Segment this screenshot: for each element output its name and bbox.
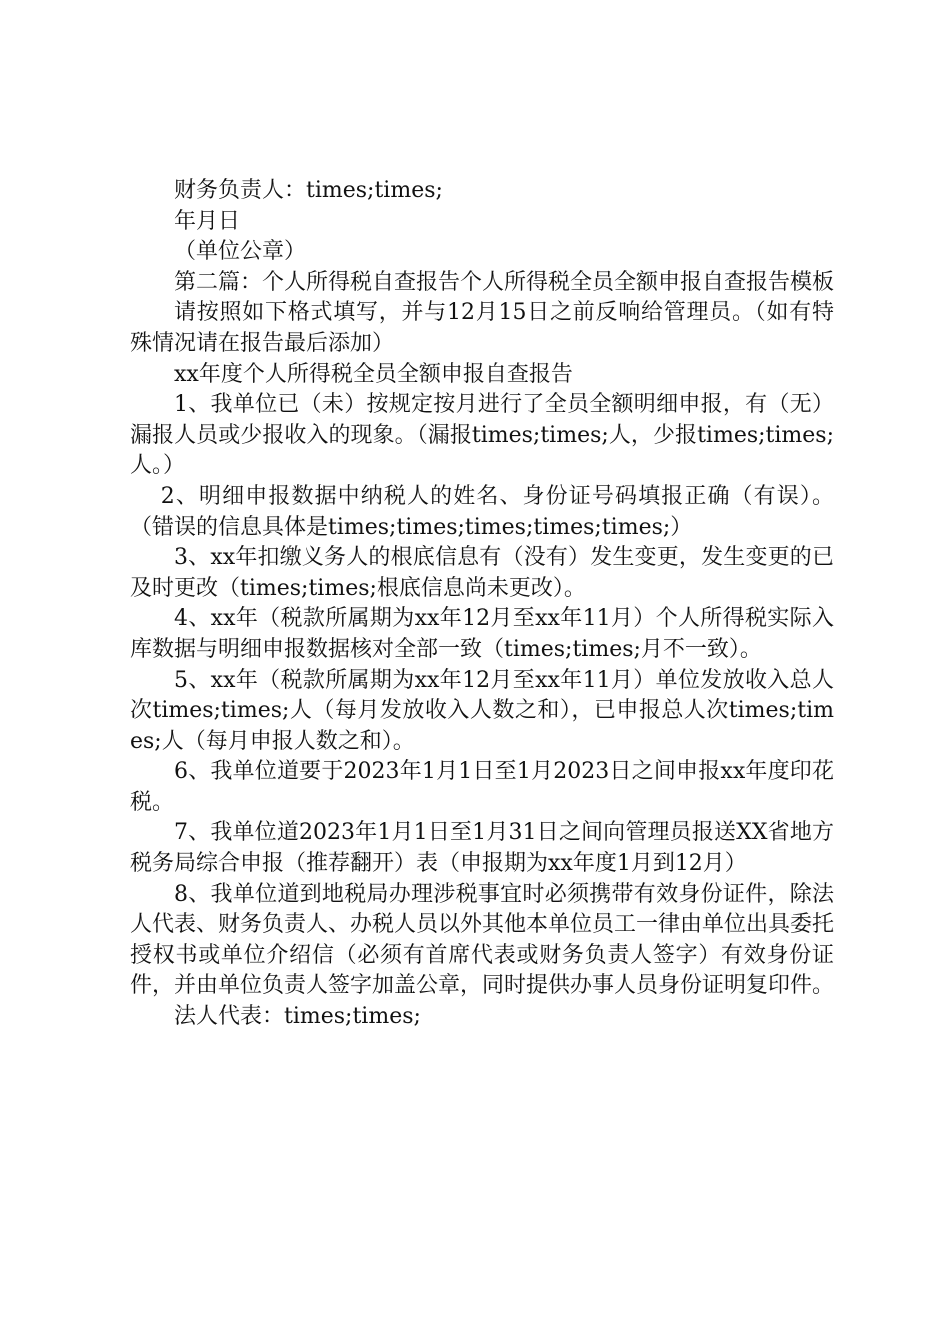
report-title: xx年度个人所得税全员全额申报自查报告 [174,361,573,387]
item-7: 7、我单位道2023年1月1日至1月31日之间向管理员报送XX省地方税务局综合申报（推荐翻开）表（申报期为xx年度1月到12月） [130,820,834,877]
legal-rep-line: 法人代表：times;times; [174,1004,421,1030]
item-3: 3、xx年扣缴义务人的根底信息有（没有）发生变更，发生变更的已及时更改（times;times;根底信息尚未更改）。 [130,545,834,601]
item-1: 1、我单位已（未）按规定按月进行了全员全额明细申报，有（无）漏报人员或少报收入的现象。（漏报times;times;人，少报times;times;人。） [130,392,834,479]
instruction-paragraph: 请按照如下格式填写，并与12月15日之前反响给管理员。（如有特殊情况请在报告最后添加） [130,300,834,356]
chapter-title: 第二篇：个人所得税自查报告个人所得税全员全额申报自查报告模板 [174,269,835,295]
finance-head-line: 财务负责人：times;times; [174,178,443,203]
item-2: 2、明细申报数据中纳税人的姓名、身份证号码填报正确（有误）。（错误的信息具体是times;times;times;times;times;） [130,483,834,540]
item-4: 4、xx年（税款所属期为xx年12月至xx年11月）个人所得税实际入库数据与明细申报数据核对全部一致（times;times;月不一致）。 [130,606,834,662]
item-5: 5、xx年（税款所属期为xx年12月至xx年11月）单位发放收入总人次times;times;人（每月发放收入人数之和），已申报总人次times;times;人（每月申报人数之和）。 [130,667,834,754]
unit-seal-line: （单位公章） [174,239,307,265]
date-line: 年月日 [174,208,241,234]
item-6: 6、我单位道要于2023年1月1日至1月2023日之间申报xx年度印花税。 [130,759,834,815]
document-body [130,176,834,1033]
item-8: 8、我单位道到地税局办理涉税事宜时必须携带有效身份证件，除法人代表、财务负责人、办税人员以外其他本单位员工一律由单位出具委托授权书或单位介绍信（必须有首席代表或财务负责人签字）有效身份证件，并由单位负责人签字加盖公章，同时提供办事人员身份证明复印件。 [130,881,835,999]
